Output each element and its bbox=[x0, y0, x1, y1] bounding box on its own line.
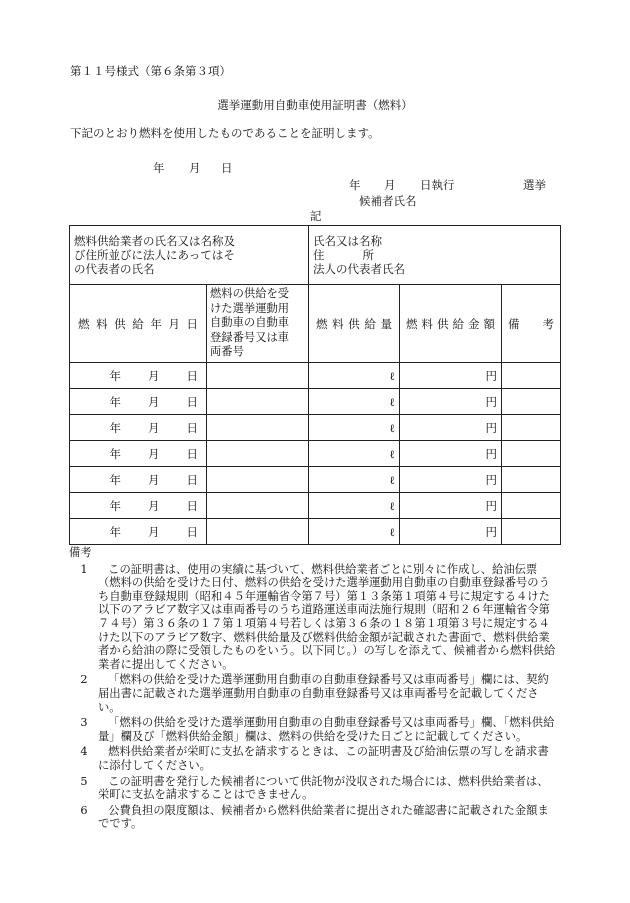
row-year: 年 bbox=[109, 394, 121, 409]
page-title: 選挙運動用自動車使用証明書（燃料） bbox=[217, 98, 413, 112]
yen-unit: 円 bbox=[485, 472, 497, 487]
date-day: 日 bbox=[221, 161, 233, 175]
liter-unit: ℓ bbox=[389, 472, 395, 487]
note-line: 栄町に支払を請求することはできません。 bbox=[98, 788, 314, 802]
row-day: 日 bbox=[186, 420, 198, 435]
fuel-usage-table bbox=[69, 225, 561, 545]
row-year: 年 bbox=[109, 498, 121, 513]
row-vehicle[interactable] bbox=[207, 441, 309, 467]
row-remarks[interactable] bbox=[502, 363, 561, 389]
row-amount[interactable] bbox=[309, 519, 400, 545]
row-remarks[interactable] bbox=[502, 519, 561, 545]
row-remarks[interactable] bbox=[502, 493, 561, 519]
liter-unit: ℓ bbox=[389, 446, 395, 461]
note-line: 「燃料の供給を受けた選挙運動用自動車の自動車登録番号又は車両番号」欄には、契約 bbox=[108, 673, 549, 687]
note-line: ち自動車登録規則（昭和４５年運輸省令第７号）第１３条第１項第４号に規定する４けた bbox=[98, 589, 550, 603]
note-line: でです。 bbox=[98, 817, 143, 831]
row-vehicle[interactable] bbox=[207, 519, 309, 545]
notes-section bbox=[70, 546, 560, 833]
note-line: ７４号）第３６条の１７第１項第４号若しくは第３６条の１８第１項第３号に規定する４ bbox=[98, 616, 550, 630]
note-line: 量」欄及び「燃料供給金額」欄は、燃料の供給を受けた日ごとに記載してください。 bbox=[98, 729, 528, 743]
note-item bbox=[70, 745, 560, 772]
row-price[interactable] bbox=[400, 493, 502, 519]
supplier-info-cell[interactable] bbox=[309, 226, 561, 285]
note-line: に添付してください。 bbox=[98, 758, 211, 772]
row-day: 日 bbox=[186, 446, 198, 461]
row-remarks[interactable] bbox=[502, 415, 561, 441]
note-line: 者から給油の際に受領したものをいう。以下同じ。）の写しを添えて、候補者から燃料供給 bbox=[98, 644, 556, 658]
election-year: 年 bbox=[349, 178, 361, 192]
note-line: 業者に提出してください。 bbox=[98, 657, 234, 671]
election-month: 月 bbox=[384, 178, 396, 192]
row-day: 日 bbox=[186, 368, 198, 383]
row-amount[interactable] bbox=[309, 415, 400, 441]
header-row bbox=[70, 285, 561, 363]
row-amount[interactable] bbox=[309, 389, 400, 415]
supplier-name-label: 氏名又は名称 bbox=[313, 234, 382, 248]
row-date[interactable] bbox=[70, 363, 207, 389]
note-number: 2 bbox=[80, 673, 88, 687]
candidate-name-label: 候補者氏名 bbox=[359, 194, 417, 208]
supplier-label-line: 燃料供給業者の氏名又は名称及 bbox=[74, 234, 235, 248]
row-amount[interactable] bbox=[309, 441, 400, 467]
note-line: この証明書を発行した候補者について供託物が没収された場合には、燃料供給業者は、 bbox=[108, 774, 549, 788]
table-row bbox=[70, 467, 561, 493]
row-month: 月 bbox=[148, 420, 160, 435]
row-year: 年 bbox=[109, 472, 121, 487]
table-row bbox=[70, 415, 561, 441]
table-row bbox=[70, 441, 561, 467]
row-price[interactable] bbox=[400, 363, 502, 389]
row-remarks[interactable] bbox=[502, 441, 561, 467]
note-line: （燃料の供給を受けた日付、燃料の供給を受けた選挙運動用自動車の自動車登録番号のう bbox=[98, 576, 550, 590]
date-year: 年 bbox=[153, 161, 165, 175]
row-date[interactable] bbox=[70, 441, 207, 467]
row-month: 月 bbox=[148, 524, 160, 539]
address-char: 住 bbox=[313, 248, 325, 262]
note-number: 1 bbox=[80, 562, 88, 576]
table-row bbox=[70, 363, 561, 389]
row-day: 日 bbox=[186, 524, 198, 539]
header-vehicle-line: 自動車の自動車 bbox=[210, 316, 290, 330]
liter-unit: ℓ bbox=[389, 368, 395, 383]
table-row bbox=[70, 493, 561, 519]
note-line: 「燃料の供給を受けた選挙運動用自動車の自動車登録番号又は車両番号」欄、「燃料供給 bbox=[108, 716, 555, 730]
yen-unit: 円 bbox=[485, 446, 497, 461]
header-vehicle bbox=[207, 285, 309, 363]
liter-unit: ℓ bbox=[389, 498, 395, 513]
yen-unit: 円 bbox=[485, 368, 497, 383]
row-amount[interactable] bbox=[309, 363, 400, 389]
row-day: 日 bbox=[186, 498, 198, 513]
row-vehicle[interactable] bbox=[207, 389, 309, 415]
row-vehicle[interactable] bbox=[207, 415, 309, 441]
note-line: 届出書に記載された選挙運動用自動車の自動車登録番号又は車両番号を記載してください。 bbox=[98, 686, 539, 714]
note-item bbox=[70, 673, 560, 714]
row-remarks[interactable] bbox=[502, 467, 561, 493]
note-number: 3 bbox=[80, 716, 88, 730]
row-day: 日 bbox=[186, 394, 198, 409]
row-vehicle[interactable] bbox=[207, 493, 309, 519]
row-vehicle[interactable] bbox=[207, 467, 309, 493]
row-price[interactable] bbox=[400, 519, 502, 545]
row-amount[interactable] bbox=[309, 493, 400, 519]
row-month: 月 bbox=[148, 446, 160, 461]
header-remarks: 備考 bbox=[508, 316, 555, 331]
row-date[interactable] bbox=[70, 467, 207, 493]
row-year: 年 bbox=[109, 446, 121, 461]
liter-unit: ℓ bbox=[389, 394, 395, 409]
row-year: 年 bbox=[109, 368, 121, 383]
row-date[interactable] bbox=[70, 519, 207, 545]
note-line: けた以下のアラビア数字、燃料供給量及び燃料供給金額が記載された書面で、燃料供給業 bbox=[98, 630, 550, 644]
liter-unit: ℓ bbox=[389, 524, 395, 539]
row-date[interactable] bbox=[70, 415, 207, 441]
row-remarks[interactable] bbox=[502, 389, 561, 415]
note-line: 燃料供給業者が栄町に支払を請求するときは、この証明書及び給油伝票の写しを請求書 bbox=[108, 745, 549, 759]
row-year: 年 bbox=[109, 420, 121, 435]
election-day-exec: 日執行 bbox=[420, 178, 455, 192]
header-vehicle-line: けた選挙運動用 bbox=[210, 301, 290, 315]
row-price[interactable] bbox=[400, 389, 502, 415]
note-number: 5 bbox=[80, 774, 88, 788]
table-row bbox=[70, 389, 561, 415]
header-amount: 燃料供給量 bbox=[316, 316, 392, 331]
supplier-rep-label: 法人の代表者氏名 bbox=[313, 262, 405, 276]
table-row bbox=[70, 519, 561, 545]
supplier-row bbox=[70, 226, 561, 285]
supplier-label-cell bbox=[70, 226, 309, 285]
date-month: 月 bbox=[189, 161, 201, 175]
row-price[interactable] bbox=[400, 467, 502, 493]
yen-unit: 円 bbox=[485, 420, 497, 435]
liter-unit: ℓ bbox=[389, 420, 395, 435]
supplier-label-line: び住所並びに法人にあってはそ bbox=[74, 248, 235, 262]
yen-unit: 円 bbox=[485, 394, 497, 409]
row-price[interactable] bbox=[400, 415, 502, 441]
form-number: 第１１号様式（第６条第３項） bbox=[70, 64, 231, 78]
note-item bbox=[70, 775, 560, 802]
note-number: 6 bbox=[80, 803, 88, 817]
note-item bbox=[70, 563, 560, 672]
election-label: 選挙 bbox=[523, 178, 546, 192]
note-item bbox=[70, 716, 560, 743]
row-year: 年 bbox=[109, 524, 121, 539]
header-vehicle-line: 登録番号又は車 bbox=[210, 330, 290, 344]
header-price: 燃料供給金額 bbox=[406, 316, 495, 331]
row-vehicle[interactable] bbox=[207, 363, 309, 389]
row-amount[interactable] bbox=[309, 467, 400, 493]
header-vehicle-line: 燃料の供給を受 bbox=[210, 287, 290, 301]
row-date[interactable] bbox=[70, 389, 207, 415]
row-date[interactable] bbox=[70, 493, 207, 519]
header-date: 燃料供給年月日 bbox=[78, 316, 198, 331]
supplier-address-label bbox=[313, 248, 556, 262]
intro-text: 下記のとおり燃料を使用したものであることを証明します。 bbox=[70, 126, 380, 140]
yen-unit: 円 bbox=[485, 524, 497, 539]
yen-unit: 円 bbox=[485, 498, 497, 513]
supplier-label-line: の代表者の氏名 bbox=[74, 262, 155, 276]
note-number: 4 bbox=[80, 745, 88, 759]
note-line: この証明書は、使用の実績に基づいて、燃料供給業者ごとに別々に作成し、給油伝票 bbox=[108, 562, 538, 576]
row-month: 月 bbox=[148, 498, 160, 513]
ki-label: 記 bbox=[310, 209, 322, 223]
row-day: 日 bbox=[186, 472, 198, 487]
note-line: 以下のアラビア数字又は車両番号のうち道路運送車両法施行規則（昭和２６年運輸省令第 bbox=[98, 603, 550, 617]
note-line: 公費負担の限度額は、候補者から燃料供給業者に提出された確認書に記載された金額ま bbox=[108, 803, 549, 817]
note-item bbox=[70, 804, 560, 831]
row-month: 月 bbox=[148, 368, 160, 383]
notes-title: 備考 bbox=[69, 546, 92, 559]
address-char: 所 bbox=[362, 248, 374, 262]
row-month: 月 bbox=[148, 394, 160, 409]
row-month: 月 bbox=[148, 472, 160, 487]
row-price[interactable] bbox=[400, 441, 502, 467]
header-vehicle-line: 両番号 bbox=[210, 345, 244, 359]
